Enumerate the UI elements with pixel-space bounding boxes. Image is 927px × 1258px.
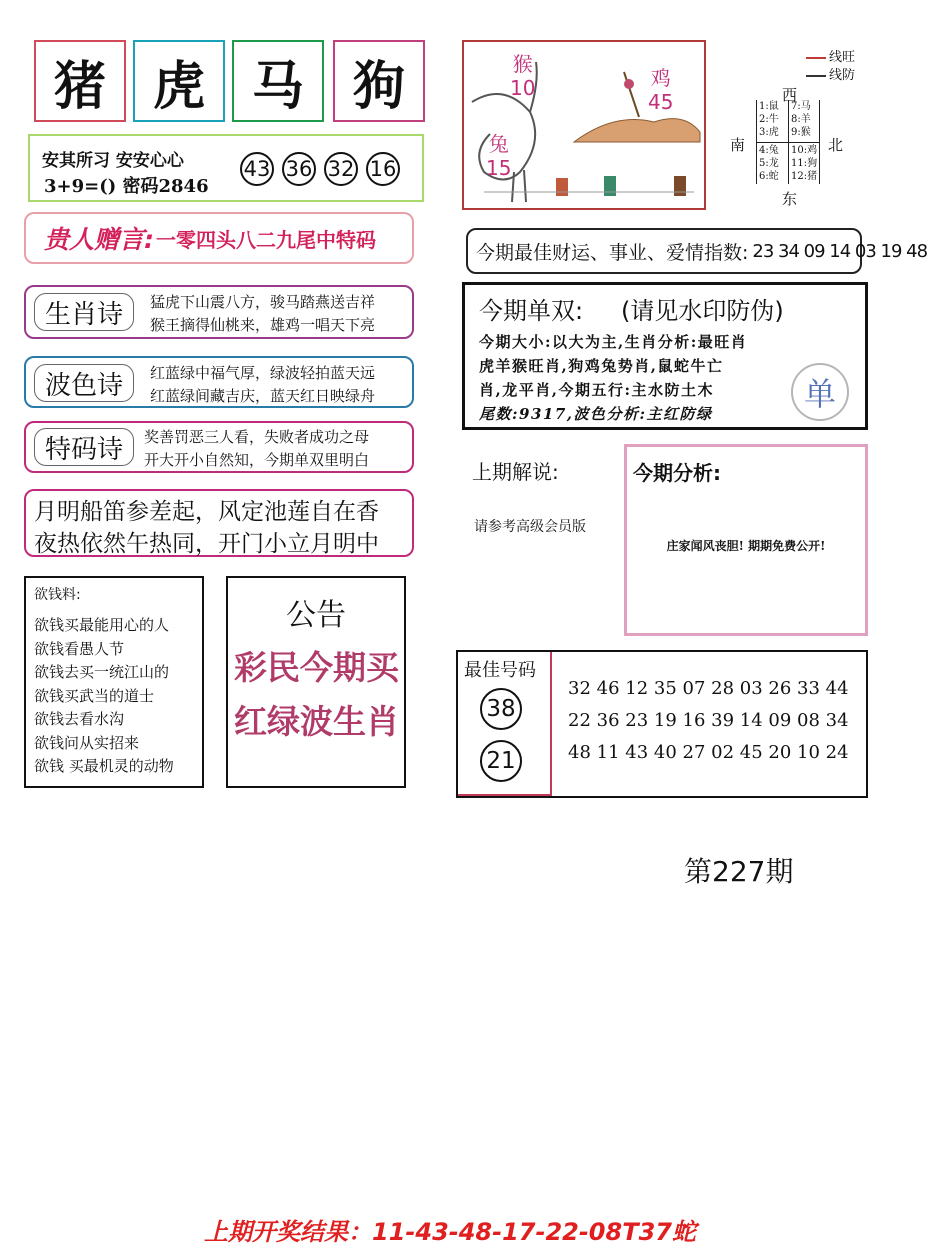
compass xyxy=(728,44,878,210)
guiren-label: 贵人赠言: xyxy=(44,225,154,254)
compass-east: 东 xyxy=(782,190,798,208)
info-line-1: 安其所习 安安心心 xyxy=(42,151,184,171)
compass-legend-wang: 线旺 xyxy=(806,46,855,65)
compass-grid-right-top: 7:马 8:羊 9:猴 xyxy=(791,101,811,138)
bose-poem-line-2: 红蓝绿间藏吉庆，蓝天红日映绿舟 xyxy=(150,387,376,405)
picture-label-name: 鸡 xyxy=(650,66,671,90)
danshuang-line-4: 尾数:9317,波色分析:主红防绿 xyxy=(479,405,713,423)
compass-grid-left-bottom: 4:兔 5:龙 6:蛇 xyxy=(759,145,779,182)
fortune-box xyxy=(466,228,927,274)
compass-grid xyxy=(756,100,820,184)
shengxiao-poem-label: 生肖诗 xyxy=(34,293,134,331)
zodiac-box-dog: 狗 xyxy=(333,40,425,122)
yuqian-item: 欲钱看愚人节 xyxy=(34,639,125,658)
danshuang-watermark-stamp: 单 xyxy=(791,363,849,421)
zodiac-box-tiger: 虎 xyxy=(133,40,225,122)
best-numbers-row-2: 22 36 23 19 16 39 14 09 08 34 xyxy=(568,710,849,731)
zodiac-box-pig: 猪 xyxy=(34,40,126,122)
info-number-4: 16 xyxy=(366,152,400,186)
yuqian-item: 欲钱问从实招来 xyxy=(34,733,140,752)
tema-poem-box xyxy=(24,421,414,473)
yuqian-item: 欲钱去看水沟 xyxy=(34,710,125,728)
notice-line-1: 彩民今期买 xyxy=(234,648,399,687)
compass-grid-right-bottom: 10:鸡 11:狗 12:猪 xyxy=(791,145,818,182)
shengxiao-poem-line-2: 猴王摘得仙桃来，雄鸡一唱天下亮 xyxy=(150,316,376,334)
tema-poem-label: 特码诗 xyxy=(34,428,134,466)
compass-grid-left-top: 1:鼠 2:牛 3:虎 xyxy=(759,101,779,138)
best-number-circled-1: 38 xyxy=(480,688,522,730)
analysis-title: 今期分析: xyxy=(633,461,721,485)
guiren-text: 一零四头八二九尾中特码 xyxy=(156,227,376,252)
last-draw-result: 上期开奖结果：11-43-48-17-22-08T37蛇 xyxy=(204,1218,696,1246)
bose-poem-box xyxy=(24,356,414,408)
danshuang-title: 今期单双: xyxy=(479,297,584,325)
picture-label-name: 猴 xyxy=(512,52,533,76)
compass-north: 北 xyxy=(828,136,844,154)
last-issue-title: 上期解说: xyxy=(472,460,559,484)
tema-poem-line-1: 奖善罚恶三人看，失败者成功之母 xyxy=(144,428,370,446)
big-poem-line-2: 夜热依然午热同，开门小立月明中 xyxy=(34,531,379,557)
big-poem-box xyxy=(24,489,414,557)
shengxiao-poem-line-1: 猛虎下山震八方，骏马踏燕送吉祥 xyxy=(150,293,376,311)
best-numbers-row-3: 48 11 43 40 27 02 45 20 10 24 xyxy=(568,742,849,763)
bose-poem-label: 波色诗 xyxy=(34,364,134,402)
notice-box xyxy=(226,576,406,788)
fortune-label: 今期最佳财运、事业、爱情指数: xyxy=(476,241,749,264)
last-issue-note: 请参考高级会员版 xyxy=(474,519,586,535)
big-poem-line-1: 月明船笛参差起，风定池莲自在香 xyxy=(34,499,379,525)
notice-title: 公告 xyxy=(286,598,346,633)
best-number-circled-2: 21 xyxy=(480,740,522,782)
info-line-2: 3+9=() 密码2846 xyxy=(44,176,209,197)
tema-poem-line-2: 开大开小自然知，今期单双里明白 xyxy=(144,451,370,469)
yuqian-title: 欲钱料: xyxy=(34,587,81,603)
picture-label-number: 15 xyxy=(486,156,512,180)
picture-label-name: 兔 xyxy=(488,132,509,156)
fortune-numbers: 23 34 09 14 03 19 48 xyxy=(752,240,927,262)
notice-line-2: 红绿波生肖 xyxy=(234,702,399,741)
compass-south: 南 xyxy=(730,136,746,154)
analysis-text: 庄家闻风丧胆! 期期免费公开! xyxy=(666,539,826,553)
yuqian-item: 欲钱买最能用心的人 xyxy=(34,616,170,634)
danshuang-line-2: 虎羊猴旺肖,狗鸡兔势肖,鼠蛇牛亡 xyxy=(479,357,724,375)
danshuang-line-3: 肖,龙平肖,今期五行:主水防土木 xyxy=(479,381,714,399)
yuqian-item: 欲钱 买最机灵的动物 xyxy=(34,757,174,775)
best-numbers-row-1: 32 46 12 35 07 28 03 26 33 44 xyxy=(568,678,849,699)
best-numbers-box xyxy=(456,650,868,798)
picture-label-number: 10 xyxy=(510,76,536,100)
danshuang-box xyxy=(462,282,868,430)
shengxiao-poem-box xyxy=(24,285,414,339)
best-numbers-left xyxy=(458,652,552,796)
guiren-box xyxy=(24,212,414,264)
danshuang-subtitle: (请见水印防伪) xyxy=(621,297,784,325)
picture-box xyxy=(462,40,706,210)
best-numbers-label: 最佳号码 xyxy=(464,660,536,681)
info-box xyxy=(28,134,424,202)
info-number-1: 43 xyxy=(240,152,274,186)
yuqian-box xyxy=(24,576,204,788)
picture-label-monkey xyxy=(510,52,535,100)
danshuang-line-1: 今期大小:以大为主,生肖分析:最旺肖 xyxy=(479,333,748,351)
yuqian-item: 欲钱买武当的道士 xyxy=(34,686,155,705)
compass-legend-fang: 线防 xyxy=(806,64,855,83)
info-number-2: 36 xyxy=(282,152,316,186)
yuqian-item: 欲钱去买一统江山的 xyxy=(34,663,170,681)
zodiac-box-horse: 马 xyxy=(232,40,324,122)
picture-label-number: 45 xyxy=(648,90,674,114)
compass-west: 西 xyxy=(782,86,798,104)
info-number-3: 32 xyxy=(324,152,358,186)
bose-poem-line-1: 红蓝绿中福气厚，绿波轻拍蓝天远 xyxy=(150,364,376,382)
picture-label-rooster xyxy=(648,66,673,114)
picture-label-rabbit xyxy=(486,132,511,180)
analysis-box xyxy=(624,444,868,636)
issue-number: 第227期 xyxy=(684,855,794,888)
